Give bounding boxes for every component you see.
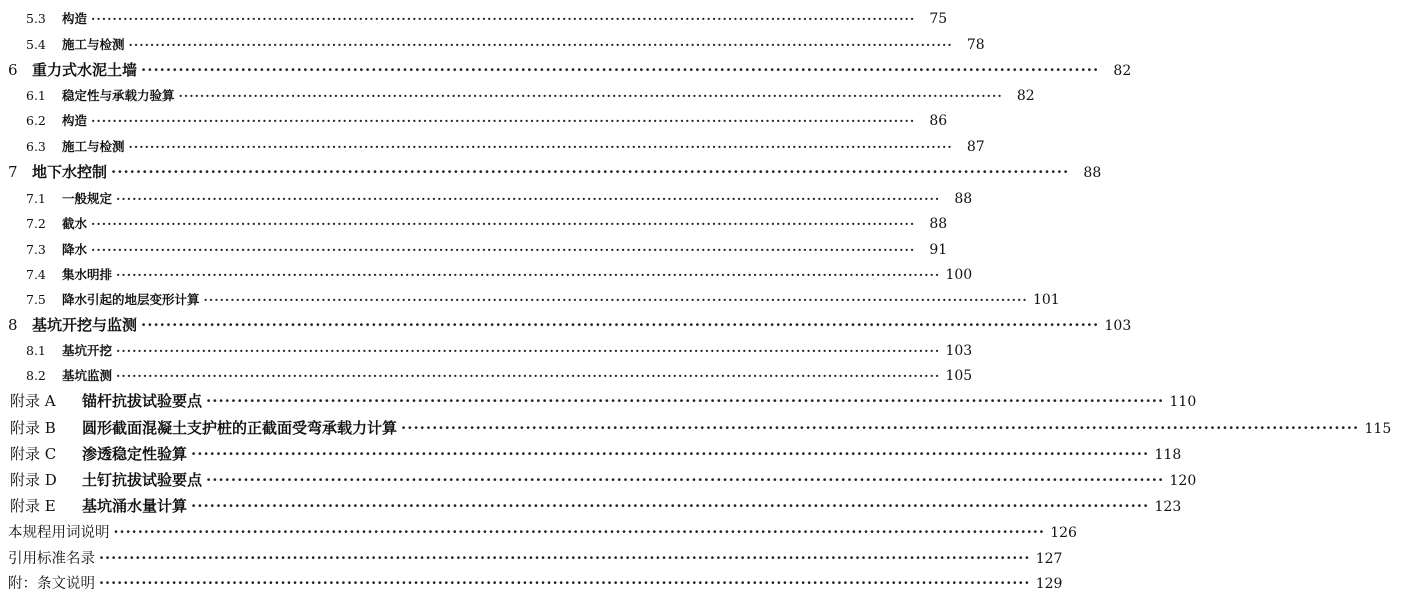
dot-leader [99,575,1030,592]
page-number: 88 [954,191,973,207]
dot-leader [116,343,940,358]
appendix-number: 附录 C [10,445,57,463]
section-title: 降水引起的地层变形计算 [62,292,200,307]
page-number: 120 [1169,473,1197,489]
dot-leader [91,11,915,26]
dot-leader [99,550,1030,567]
dot-leader [206,392,1164,410]
chapter-title: 基坑开挖与监测 [32,316,138,334]
dot-leader [191,445,1149,463]
toc-entry-appendix-c [0,443,1182,464]
page-number: 88 [1083,165,1102,181]
section-title: 基坑开挖 [62,343,113,358]
dot-leader [91,216,915,231]
toc-entry-appendix-b [0,417,1392,438]
section-number: 6.1 [26,88,46,103]
section-title: 构造 [62,11,88,26]
dot-leader [116,368,940,383]
section-number: 5.4 [26,37,46,52]
section-number: 7.1 [26,191,46,206]
page-number: 78 [966,37,985,53]
dot-leader [91,113,915,128]
toc-entry-7-5 [0,290,1060,308]
toc-entry-7-4 [0,265,973,283]
toc-entry-appendix-e [0,495,1182,516]
toc-entry-article-explanation [0,572,1063,593]
entry-title: 本规程用词说明 [8,525,110,541]
chapter-title: 地下水控制 [32,163,108,181]
section-title: 降水 [62,242,88,257]
section-title: 构造 [62,113,88,128]
page-number: 118 [1154,447,1182,463]
page-number: 103 [945,343,973,359]
section-title: 基坑监测 [62,368,113,383]
chapter-number: 8 [8,316,18,334]
section-number: 7.2 [26,216,46,231]
toc-entry-7-3 [0,240,948,258]
appendix-number: 附录 D [10,471,57,489]
page-number: 100 [945,267,973,283]
dot-leader [204,292,1028,307]
dot-leader [111,163,1069,181]
appendix-number: 附录 E [10,497,56,515]
page-number: 105 [945,368,973,384]
entry-title: 引用标准名录 [8,551,95,567]
section-number: 8.2 [26,368,46,383]
dot-leader [141,316,1099,334]
dot-leader [141,61,1099,79]
page-number: 91 [929,242,948,258]
toc-entry-5-4 [0,35,985,53]
dot-leader [116,191,940,206]
section-number: 8.1 [26,343,46,358]
toc-entry-chapter-6 [0,59,1132,80]
section-number: 7.4 [26,267,46,282]
toc-entry-chapter-7 [0,161,1102,182]
appendix-title: 基坑涌水量计算 [82,497,188,515]
page-number: 86 [929,113,948,129]
chapter-title: 重力式水泥土墙 [32,61,138,79]
appendix-title: 锚杆抗拔试验要点 [82,392,203,410]
section-title: 稳定性与承载力验算 [62,88,175,103]
toc-entry-5-3 [0,9,948,27]
page-number: 75 [929,11,948,27]
dot-leader [191,497,1149,515]
section-title: 施工与检测 [62,37,125,52]
section-title: 一般规定 [62,191,113,206]
page-number: 87 [966,139,985,155]
page-number: 129 [1035,576,1063,592]
toc-entry-usage-notes [0,521,1077,542]
appendix-title: 土钉抗拔试验要点 [82,471,203,489]
toc-entry-6-1 [0,86,1035,104]
appendix-title: 渗透稳定性验算 [82,445,188,463]
appendix-number: 附录 B [10,419,56,437]
toc-entry-referenced-standards [0,547,1063,568]
toc-entry-appendix-a [0,390,1197,411]
toc-entry-6-3 [0,137,985,155]
dot-leader [129,37,953,52]
section-title: 截水 [62,216,88,231]
appendix-number: 附录 A [10,392,56,410]
toc-entry-6-2 [0,111,948,129]
section-number: 6.2 [26,113,46,128]
page-number: 127 [1035,551,1063,567]
dot-leader [91,242,915,257]
appendix-title: 圆形截面混凝土支护桩的正截面受弯承载力计算 [82,419,398,437]
toc-entry-7-1 [0,189,973,207]
toc-entry-7-2 [0,214,948,232]
section-number: 7.3 [26,242,46,257]
dot-leader [114,524,1045,541]
page-number: 82 [1113,63,1132,79]
chapter-number: 7 [8,163,18,181]
section-number: 6.3 [26,139,46,154]
dot-leader [116,267,940,282]
section-number: 5.3 [26,11,46,26]
toc-entry-8-2 [0,366,973,384]
page-number: 110 [1169,394,1197,410]
page-number: 126 [1050,525,1077,541]
dot-leader [179,88,1003,103]
section-number: 7.5 [26,292,46,307]
dot-leader [206,471,1164,489]
entry-title: 附：条文说明 [8,576,95,592]
section-title: 集水明排 [62,267,113,282]
toc-entry-chapter-8 [0,314,1132,335]
dot-leader [129,139,953,154]
dot-leader [401,419,1359,437]
toc-entry-appendix-d [0,469,1197,490]
page-number: 115 [1364,421,1392,437]
page-number: 82 [1016,88,1035,104]
section-title: 施工与检测 [62,139,125,154]
page-number: 123 [1154,499,1182,515]
page-number: 101 [1032,292,1060,308]
page-number: 88 [929,216,948,232]
page-number: 103 [1104,318,1132,334]
chapter-number: 6 [8,61,18,79]
toc-entry-8-1 [0,341,973,359]
